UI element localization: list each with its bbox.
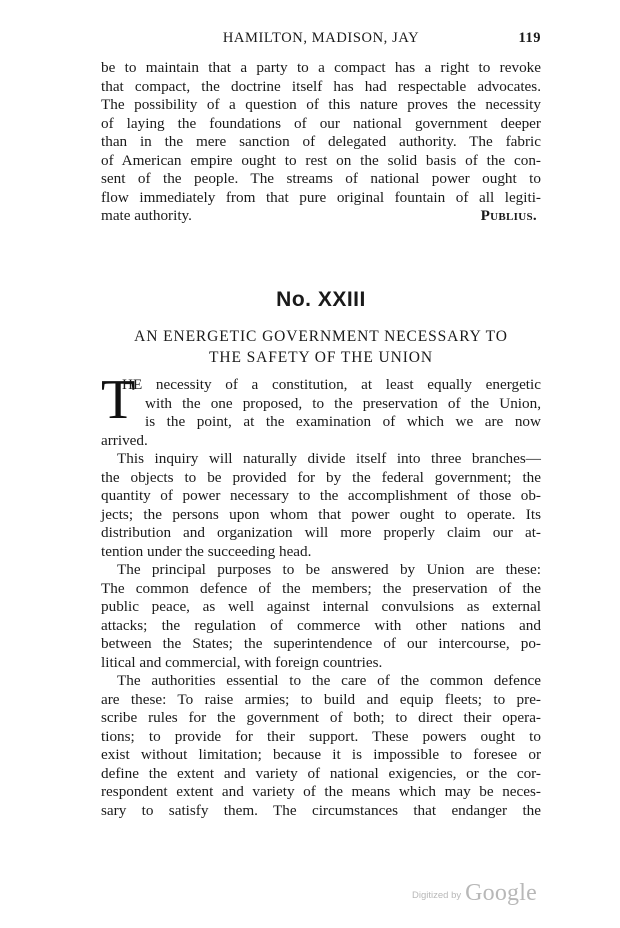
drop-cap: T [101,369,136,431]
text-line: that compact, the doctrine itself has had respectable advocates. [101,77,541,95]
text-line: exist without limitation; because it is impossible to foresee or [101,746,541,763]
text-line: are these: To raise armies; to build and equip fleets; to pre- [101,690,541,708]
text-line: The possibility of a question of this nature proves the necessity [101,96,541,113]
paragraph-3 [101,561,541,672]
text-line: The common defence of the members; the preservation of the [101,579,541,597]
digitized-by-google-watermark [412,880,537,907]
google-logo: Google [465,880,537,906]
running-head [101,30,541,50]
text-line: This inquiry will naturally divide itself into three branches— [117,450,541,467]
text-line: with the one proposed, to the preservation of the Union, [145,394,541,412]
text-line: tions; to provide for their support. These powers ought to [101,727,541,745]
essay-title-line: AN ENERGETIC GOVERNMENT NECESSARY TO [134,328,508,345]
text-line: quantity of power necessary to the accomplishment of those ob- [101,487,541,504]
page-number: 119 [518,30,541,46]
paragraph-4 [101,672,541,820]
text-line: litical and commercial, with foreign countries. [101,653,383,671]
text-line: the objects to be provided for by the federal government; the [101,468,541,486]
paragraph-1 [101,369,541,450]
text-line: mate authority. [101,207,192,224]
text-line: flow immediately from that pure original fountain of all legiti- [101,188,541,206]
text-line: tention under the succeeding head. [101,542,312,560]
text-line: jects; the persons upon whom that power ought to operate. Its [101,505,541,523]
essay-body [101,369,541,820]
essay-title-line: THE SAFETY OF THE UNION [209,349,433,366]
text-line: The authorities essential to the care of the common defence [117,672,541,689]
text-line: sary to satisfy them. The circumstances that endanger the [101,801,541,819]
text-line: is the point, at the examination of which we are now [145,413,541,430]
text-line: The principal purposes to be answered by Union are these: [117,561,541,578]
text-line: define the extent and variety of national exigencies, or the cor- [101,764,541,782]
text-line-with-signature [101,207,541,226]
text-line: than in the mere sanction of delegated authority. The fabric [101,133,541,150]
text-line: between the States; the superintendence of our intercourse, po- [101,635,541,652]
text-line: scribe rules for the government of both; to direct their opera- [101,709,541,726]
text-line: HE necessity of a constitution, at least equally energetic [122,376,541,393]
text-line: public peace, as well against internal convulsions as external [101,598,541,615]
text-line: be to maintain that a party to a compact has a right to revoke [101,59,541,76]
text-line: attacks; the regulation of commerce with other nations and [101,616,541,634]
text-line: respondent extent and variety of the means which may be neces- [101,783,541,800]
paragraph-2 [101,450,541,561]
text-line: of laying the foundations of our national government deeper [101,114,541,132]
text-line: arrived. [101,431,148,449]
text-line: distribution and organization will more properly claim our at- [101,524,541,541]
essay-title [101,326,541,368]
continued-paragraph [101,59,541,226]
signature: Publius. [480,207,537,224]
watermark-prefix: Digitized by [412,890,462,901]
text-line: sent of the people. The streams of national power ought to [101,170,541,187]
essay-number: No. XXIII [276,288,366,311]
text-line: of American empire ought to rest on the solid basis of the con- [101,151,541,169]
running-head-title: HAMILTON, MADISON, JAY [222,30,420,46]
